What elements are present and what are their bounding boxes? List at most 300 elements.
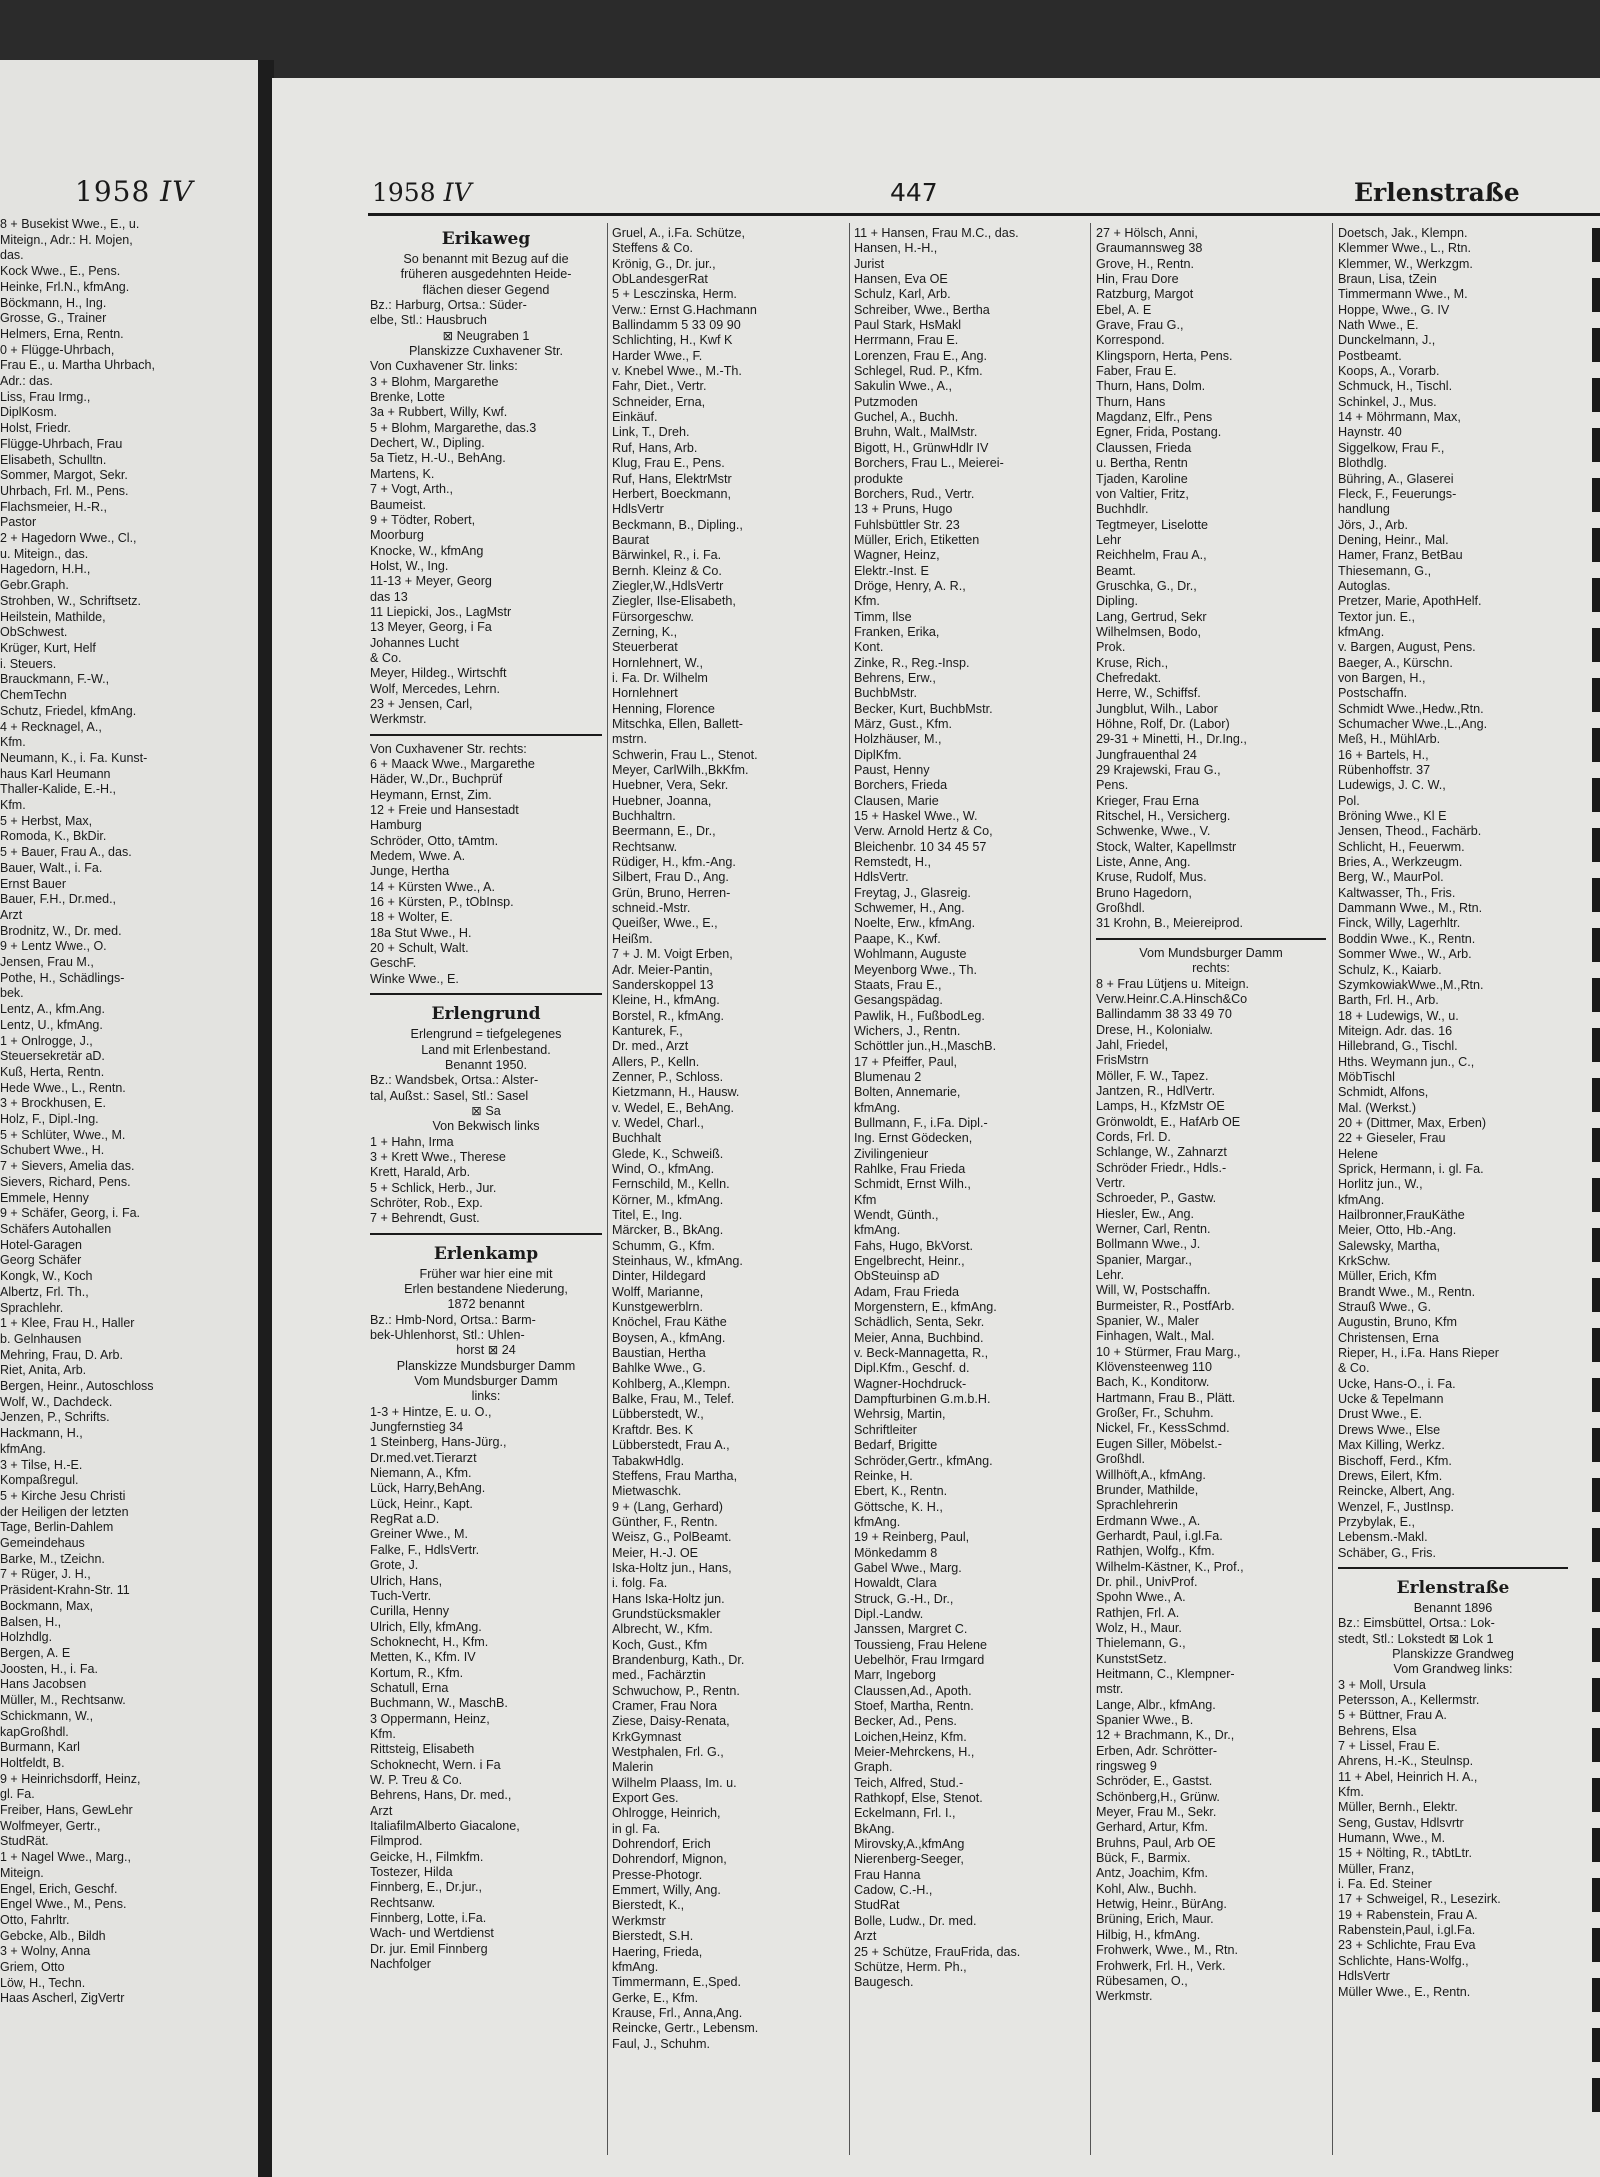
directory-entry: Schlichte, Hans-Wolfg., [1338,1953,1469,1968]
left-page-entry: Müller, M., Rechtsanw. [0,1693,126,1708]
left-page-entry: Hede Wwe., L., Rentn. [0,1080,126,1095]
column-5 [1338,226,1568,2151]
directory-entry: Dinter, Hildegard [612,1269,706,1284]
directory-entry: u. Bertha, Rentn [1096,456,1188,471]
directory-entry: Schoknecht, Wern. i Fa [370,1757,501,1772]
directory-entry: Schwemer, H., Ang. [854,901,965,916]
directory-entry: Müller, Erich, Etiketten [854,532,980,547]
directory-entry: Uebelhör, Frau Irmgard [854,1652,985,1667]
directory-entry: Müller, Erich, Kfm [1338,1269,1437,1284]
directory-entry: 20 + (Dittmer, Max, Erben) [1338,1115,1487,1130]
directory-entry: Bullmann, F., i.Fa. Dipl.- [854,1115,988,1130]
left-page-entry: Emmele, Henny [0,1190,89,1205]
directory-entry: Eckelmann, Frl. I., [854,1806,956,1821]
directory-entry: Rathjen, Wolfg., Kfm. [1096,1544,1215,1559]
directory-entry: Verw.: Ernst G.Hachmann [612,302,757,317]
left-page-entry: Holz, F., Dipl.-Ing. [0,1112,99,1127]
directory-entry: Kietzmann, H., Hausw. [612,1085,740,1100]
left-page-entry: haus Karl Heumann [0,766,111,781]
directory-entry: Behrens, Erw., [854,670,936,685]
directory-entry: Siggelkow, Frau F., [1338,440,1445,455]
directory-entry: Stoef, Martha, Rentn. [854,1699,974,1713]
directory-entry: Grave, Frau G., [1096,318,1184,333]
directory-entry: Thurn, Hans, Dolm. [1096,379,1206,394]
directory-entry: Remstedt, H., [854,855,931,870]
directory-entry: Dunckelmann, J., [1338,333,1436,348]
directory-entry: Blothdlg. [1338,456,1388,471]
directory-entry: Lamps, H., KfzMstr OE [1096,1099,1225,1114]
directory-entry: Wolff, Marianne, [612,1284,704,1299]
directory-entry: Helene [1338,1146,1378,1161]
directory-entry: Zerning, K., [612,624,678,639]
directory-entry: Hillebrand, G., Tischl. [1338,1039,1458,1054]
directory-entry: Will, W, Postschaffn. [1096,1283,1211,1298]
directory-entry: v. Knebel Wwe., M.-Th. [612,364,742,379]
directory-entry: 20 + Schult, Walt. [370,941,469,956]
directory-entry: Ludewigs, J. C. W., [1338,778,1446,793]
directory-entry: Bärwinkel, R., i. Fa. [612,548,722,563]
left-page-entry: u. Miteign., das. [0,546,89,561]
directory-entry: 3 + Krett Wwe., Therese [370,1149,506,1164]
directory-entry: Reinke, H. [854,1468,913,1483]
directory-entry: Ziegler, Ilse-Elisabeth, [612,594,736,609]
directory-entry: BkAng. [854,1821,895,1836]
directory-entry: Ritschel, H., Versicherg. [1096,809,1231,824]
directory-entry: Planskizze Grandweg [1392,1646,1514,1661]
section-title: Erlenstraße [1354,178,1520,207]
directory-entry: Kanturek, F., [612,1023,683,1038]
directory-entry: Thiesemann, G., [1338,563,1432,578]
directory-entry: Boysen, A., kfmAng. [612,1330,726,1345]
directory-entry: Hornlehnert, W., [612,655,703,670]
directory-entry: Paust, Henny [854,763,930,778]
left-page-entry: 3 + Tilse, H.-E. [0,1457,83,1472]
directory-entry: Fernschild, M., Kelln. [612,1177,730,1192]
left-page-entry: Sprachlehr. [0,1300,64,1315]
left-page-entry: ObSchwest. [0,625,68,640]
directory-entry: 7 + Lissel, Frau E. [1338,1739,1440,1753]
directory-entry: Dechert, W., Dipling. [370,436,485,451]
directory-entry: 13 Meyer, Georg, i Fa [370,620,492,635]
directory-entry: Mietwaschk. [612,1484,682,1499]
directory-entry: Hoppe, Wwe., G. IV [1338,302,1450,317]
directory-entry: Schumacher Wwe.,L.,Ang. [1338,717,1488,731]
directory-entry: Janssen, Margret C. [854,1622,968,1637]
left-page-entry: Miteign., Adr.: H. Mojen, [0,232,133,247]
directory-entry: Gruschka, G., Dr., [1096,578,1197,593]
directory-entry: Drews Wwe., Else [1338,1422,1441,1437]
directory-entry: So benannt mit Bezug auf die [403,252,569,266]
directory-entry: Hansen, H.-H., [854,241,938,256]
directory-entry: Werkmstr [612,1913,666,1928]
directory-entry: Werkmstr. [1096,1989,1153,2004]
directory-entry: HdlsVertr [1338,1969,1390,1984]
directory-entry: Cadow, C.-H., [854,1883,933,1898]
directory-entry: Schoknecht, H., Kfm. [370,1634,489,1649]
directory-entry: Ebert, K., Rentn. [854,1484,948,1499]
directory-entry: & Co. [370,650,402,665]
left-page-entry: Gebr.Graph. [0,578,69,593]
left-page-entry: Brodnitz, W., Dr. med. [0,923,122,938]
directory-entry: 31 Krohn, B., Meiereiprod. [1096,916,1244,931]
directory-entry: Bach, K., Konditorw. [1096,1375,1210,1390]
directory-entry: 9 + Tödter, Robert, [370,512,476,527]
directory-entry: Schinkel, J., Mus. [1338,394,1437,409]
directory-entry: 1 + Hahn, Irma [370,1134,454,1149]
left-page-entry: 1 + Nagel Wwe., Marg., [0,1850,131,1865]
directory-entry: SzymkowiakWwe.,M.,Rtn. [1338,977,1484,992]
directory-entry: HdlsVertr. [854,870,909,885]
directory-entry: Toussieng, Frau Helene [854,1637,988,1652]
directory-entry: Claussen,Ad., Apoth. [854,1683,972,1698]
directory-entry: Meyer, CarlWilh.,BkKfm. [612,763,749,778]
left-page-entry: Jenzen, P., Schrifts. [0,1410,110,1425]
directory-entry: Hans Iska-Holtz jun. [612,1591,725,1606]
directory-entry: Rechtsanw. [370,1895,436,1910]
directory-entry: Augustin, Bruno, Kfm [1338,1315,1458,1330]
directory-entry: Barth, Frl. H., Arb. [1338,993,1439,1008]
directory-entry: Schönberg,H., Grünw. [1096,1789,1220,1804]
directory-entry: Wenzel, F., JustInsp. [1338,1499,1454,1514]
directory-entry: Finnberg, Lotte, i.Fa. [370,1911,487,1926]
directory-entry: Pol. [1338,793,1360,808]
left-page-entry: Kongk, W., Koch [0,1269,93,1284]
directory-entry: Meier, H.-J. OE [612,1545,699,1560]
directory-entry: Dr.med.vet.Tierarzt [370,1450,477,1465]
directory-entry: Kortum, R., Kfm. [370,1665,464,1680]
directory-entry: 22 + Gieseler, Frau [1338,1131,1446,1146]
directory-entry: Antz, Joachim, Kfm. [1096,1866,1208,1881]
directory-entry: kfmAng. [854,1100,901,1115]
directory-entry: Przybylak, E., [1338,1514,1415,1529]
left-page-entry: Freiber, Hans, GewLehr [0,1803,133,1818]
directory-entry: 19 + Reinberg, Paul, [854,1530,970,1545]
left-page-entry: Schäfers Autohallen [0,1222,112,1236]
directory-entry: 17 + Schweigel, R., Lesezirk. [1338,1892,1501,1907]
directory-entry: Thielemann, G., [1096,1636,1186,1651]
directory-entry: Pens. [1096,778,1129,793]
left-page-entry: ChemTechn [0,688,67,703]
left-page-entry: 9 + Schäfer, Georg, i. Fa. [0,1206,141,1221]
directory-entry: Werner, Carl, Rentn. [1096,1222,1211,1236]
directory-entry: Werkmstr. [370,712,427,727]
directory-entry: v. Wedel, E., BehAng. [612,1100,735,1115]
directory-entry: Bz.: Wandsbek, Ortsa.: Alster- [370,1073,539,1088]
directory-entry: Koops, A., Vorarb. [1338,364,1440,379]
directory-entry: Tuch-Vertr. [370,1588,432,1603]
left-page-entry: 7 + Rüger, J. H., [0,1567,91,1582]
directory-entry: Egner, Frida, Postang. [1096,425,1222,440]
directory-entry: KrkGymnast [612,1729,682,1744]
directory-entry: Kfm. [854,594,880,609]
directory-entry: Schreiber, Wwe., Bertha [854,302,990,317]
directory-entry: Borstel, R., kfmAng. [612,1008,724,1023]
directory-entry: Rieper, H., i.Fa. Hans Rieper [1338,1346,1499,1361]
directory-entry: 29 Krajewski, Frau G., [1096,763,1221,778]
directory-entry: Buchhdlr. [1096,502,1149,517]
directory-entry: Verw. Arnold Hertz & Co, [854,824,993,839]
left-page-entry: Löw, H., Techn. [0,1975,86,1990]
directory-entry: Schöttler jun.,H.,MaschB. [854,1039,997,1054]
directory-entry: Heitmann, C., Klempner- [1096,1666,1235,1681]
directory-entry: Jurist [854,256,885,271]
directory-entry: Borchers, Frieda [854,778,948,793]
directory-entry: Schmidt, Ernst Wilh., [854,1177,971,1192]
directory-entry: Fleck, F., Feuerungs- [1338,486,1457,501]
left-page-entry: Lentz, A., kfm.Ang. [0,1002,105,1017]
left-page-entry: Jensen, Frau M., [0,955,94,970]
directory-entry: Schulz, Karl, Arb. [854,287,951,302]
left-page-entry: 7 + Sievers, Amelia das. [0,1159,135,1174]
left-page-entry: Neumann, K., i. Fa. Kunst- [0,750,148,765]
directory-entry: Jungfrauenthal 24 [1096,747,1197,762]
directory-entry: Doetsch, Jak., Klempn. [1338,226,1468,240]
directory-entry: Kont. [854,640,884,655]
directory-entry: Märcker, B., BkAng. [612,1223,724,1238]
directory-entry: kfmAng. [854,1223,901,1238]
directory-entry: Filmprod. [370,1834,423,1849]
left-page-year: 1958 [75,175,151,208]
directory-entry: Behrens, Elsa [1338,1723,1417,1738]
directory-entry: Steuerberat [612,640,678,655]
directory-entry: Brenke, Lotte [370,390,445,405]
directory-entry: Autoglas. [1338,578,1391,593]
directory-entry: Bollmann Wwe., J. [1096,1237,1201,1252]
left-page-entry: Burmann, Karl [0,1740,80,1755]
directory-entry: Ziegler,W.,HdlsVertr [612,578,724,593]
directory-entry: Falke, F., HdlsVertr. [370,1542,480,1557]
directory-entry: Schmidt Wwe.,Hedw.,Rtn. [1338,701,1484,716]
directory-entry: Nachfolger [370,1957,431,1972]
directory-entry: Claussen, Frieda [1096,440,1192,455]
directory-entry: Bz.: Hmb-Nord, Ortsa.: Barm- [370,1312,536,1327]
directory-entry: Zenner, P., Schloss. [612,1069,724,1084]
directory-entry: bek-Uhlenhorst, Stl.: Uhlen- [370,1328,525,1342]
directory-entry: Baumeist. [370,497,426,512]
directory-entry: Wolz, H., Maur. [1096,1620,1182,1635]
directory-entry: Presse-Photogr. [612,1867,703,1882]
directory-entry: Schwenke, Wwe., V. [1096,824,1211,839]
directory-entry: KrkSchw. [1338,1254,1391,1269]
directory-entry: Jahl, Friedel, [1096,1037,1169,1052]
directory-entry: Tostezer, Hilda [370,1865,453,1880]
directory-entry: Meier, Anna, Buchbind. [854,1330,984,1345]
directory-entry: Freytag, J., Glasreig. [854,885,971,900]
directory-entry: Schütze, Herm. Ph., [854,1959,967,1974]
directory-entry: Herre, W., Schiffsf. [1096,686,1201,701]
directory-entry: Beamt. [1096,563,1136,578]
directory-entry: Ulrich, Hans, [370,1573,443,1588]
directory-entry: Textor jun. E., [1338,609,1415,624]
directory-entry: Göttsche, K. H., [854,1499,943,1514]
left-page-fragment [0,60,258,2177]
directory-entry: Jörs, J., Arb. [1338,517,1408,532]
directory-entry: Hailbronner,FrauKäthe [1338,1208,1465,1222]
directory-entry: Strauß Wwe., G. [1338,1300,1432,1315]
directory-entry: Bühring, A., Glaserei [1338,471,1454,486]
directory-entry: Huebner, Vera, Sekr. [612,778,729,793]
directory-entry: HdlsVertr [612,502,664,517]
directory-entry: Graph. [854,1760,893,1775]
header-year-text: 1958 [372,178,436,207]
directory-entry: i. folg. Fa. [612,1576,668,1591]
left-page-entry: Holst, Friedr. [0,421,71,436]
directory-entry: 27 + Hölsch, Anni, [1096,226,1198,240]
directory-entry: Brunder, Mathilde, [1096,1482,1199,1497]
left-page-entry: Bauer, Walt., i. Fa. [0,860,103,875]
directory-entry: Graumannsweg 38 [1096,241,1203,256]
directory-entry: Gerke, E., Kfm. [612,1990,699,2005]
directory-entry: Schlicht, H., Feuerwm. [1338,839,1465,854]
directory-entry: Erdmann Wwe., A. [1096,1513,1201,1528]
directory-entry: 7 + Vogt, Arth., [370,482,453,497]
left-page-entry: 3 + Brockhusen, E. [0,1096,106,1111]
directory-entry: Faul, J., Schuhm. [612,2036,710,2051]
directory-entry: Großer, Fr., Schuhm. [1096,1406,1214,1421]
left-page-entry: 5 + Kirche Jesu Christi [0,1488,126,1503]
directory-entry: Vom Mundsburger Damm [1139,945,1283,960]
directory-entry: Schlange, W., Zahnarzt [1096,1145,1227,1160]
directory-entry: Heißm. [612,931,653,946]
directory-entry: Vom Grandweg links: [1393,1662,1513,1677]
left-page-header [75,175,193,208]
left-page-entry: Engel Wwe., M., Pens. [0,1897,127,1912]
left-page-entry: Strohben, W., Schriftsetz. [0,593,142,608]
directory-entry: Klug, Frau E., Pens. [612,456,725,471]
directory-entry: 11-13 + Meyer, Georg [370,574,492,589]
directory-entry: KunststSetz. [1096,1651,1167,1666]
left-page-volume: IV [160,175,194,208]
directory-entry: 7 + J. M. Voigt Erben, [612,947,733,962]
directory-entry: 25 + Schütze, FrauFrida, das. [854,1944,1021,1959]
directory-entry: Schneider, Erna, [612,394,706,409]
directory-entry: Hamburg [370,818,422,833]
directory-entry: Von Bekwisch links [432,1119,540,1134]
left-page-entry: gl. Fa. [0,1787,35,1802]
directory-entry: Bruhn, Walt., MalMstr. [854,425,978,440]
directory-entry: Emmert, Willy, Ang. [612,1883,721,1898]
directory-entry: Silbert, Frau D., Ang. [612,870,729,885]
directory-entry: Körner, M., kfmAng. [612,1192,724,1207]
directory-entry: mstr. [1096,1682,1124,1697]
directory-entry: Arzt [854,1929,877,1944]
page-header-year [372,178,472,207]
directory-entry: Blumenau 2 [854,1069,922,1084]
directory-entry: Früher war hier eine mit [419,1266,553,1281]
directory-entry: 9 + (Lang, Gerhard) [612,1499,723,1514]
directory-entry: 16 + Bartels, H., [1338,747,1429,762]
directory-entry: Thurn, Hans [1096,394,1166,409]
directory-entry: elbe, Stl.: Hausbruch [370,313,487,328]
directory-entry: Knöchel, Frau Käthe [612,1315,727,1330]
directory-entry: Einkäuf. [612,410,658,425]
directory-entry: ObSteuinsp aD [854,1269,940,1284]
directory-entry: Loichen,Heinz, Kfm. [854,1729,967,1744]
directory-entry: Borchers, Rud., Vertr. [854,486,975,501]
left-page-entry: 1 + Onlrogge, J., [0,1033,93,1048]
directory-entry: Sprachlehrerin [1096,1498,1178,1513]
directory-entry: Baugesch. [854,1975,914,1990]
directory-entry: Christensen, Erna [1338,1330,1439,1345]
directory-entry: Liste, Anne, Ang. [1096,855,1191,870]
left-page-entry: Frau E., u. Martha Uhrbach, [0,358,155,373]
directory-entry: med., Fachärztin [612,1668,706,1683]
left-page-entry: Arzt [0,907,23,922]
directory-entry: Bolle, Ludw., Dr. med. [854,1913,977,1928]
directory-entry: Erlen bestandene Niederung, [404,1281,568,1296]
column-1 [370,226,602,2151]
directory-entry: Schatull, Erna [370,1680,449,1695]
directory-entry: Vom Mundsburger Damm [414,1374,558,1389]
directory-entry: 23 + Schlichte, Frau Eva [1338,1938,1476,1953]
directory-entry: Dr. jur. Emil Finnberg [370,1941,488,1956]
directory-entry: Schröder,Gertr., kfmAng. [854,1453,993,1468]
directory-entry: Heymann, Ernst, Zim. [370,787,492,802]
directory-entry: MöbTischl [1338,1069,1395,1084]
directory-entry: Petersson, A., Kellermstr. [1338,1692,1480,1707]
left-page-entry: Sievers, Richard, Pens. [0,1174,131,1189]
directory-entry: Fahr, Diet., Vertr. [612,379,707,394]
directory-entry: Rechtsanw. [612,839,678,854]
directory-entry: Müller, Franz, [1338,1861,1415,1876]
header-volume-text: IV [443,178,472,207]
directory-entry: Schröder Friedr., Hdls.- [1096,1160,1227,1175]
directory-entry: Grün, Bruno, Herren- [612,885,731,900]
left-page-entry: Pastor [0,515,37,530]
directory-entry: & Co. [1338,1361,1370,1376]
directory-entry: Schäber, G., Fris. [1338,1545,1436,1560]
left-page-entry: Elisabeth, Schulltn. [0,452,107,467]
directory-entry: Wagner, Heinz, [854,548,940,563]
street-heading: Erlenstraße [1396,1577,1510,1598]
directory-entry: Kohlberg, A.,Klempn. [612,1376,731,1391]
left-page-entry: Bauer, F.H., Dr.med., [0,892,117,907]
directory-entry: Holzhäuser, M., [854,732,942,747]
directory-entry: Schmuck, H., Tischl. [1338,379,1453,394]
left-page-entry: Engel, Erich, Geschf. [0,1881,118,1896]
directory-entry: Bleichenbr. 10 34 45 57 [854,839,987,854]
directory-entry: Allers, P., Kelln. [612,1054,700,1069]
directory-entry: Adr. Meier-Pantin, [612,962,713,977]
page-edge-marks [1592,228,1600,2128]
page-number: 447 [890,178,938,207]
directory-entry: Junge, Hertha [370,864,450,879]
left-page-entry: Brauckmann, F.-W., [0,672,110,687]
directory-entry: Lück, Harry,BehAng. [370,1481,486,1496]
left-page-entry: 5 + Bauer, Frau A., das. [0,845,132,860]
directory-entry: Dipl.-Landw. [854,1606,924,1621]
directory-entry: Wind, O., kfmAng. [612,1161,715,1176]
directory-entry: Timmermann Wwe., M. [1338,287,1468,302]
directory-entry: Rabenstein,Paul, i.gl.Fa. [1338,1923,1476,1938]
directory-entry: Postschaffn. [1338,686,1408,701]
directory-entry: Bz.: Eimsbüttel, Ortsa.: Lok- [1338,1616,1495,1631]
directory-entry: Morgenstern, E., kfmAng. [854,1300,997,1315]
directory-entry: 16 + Kürsten, P., tObInsp. [370,895,514,910]
directory-entry: Ballindamm 38 33 49 70 [1096,1007,1232,1022]
directory-entry: Ucke & Tepelmann [1338,1392,1444,1407]
directory-entry: RegRat a.D. [370,1512,440,1527]
directory-entry: Schwuchow, P., Rentn. [612,1683,740,1698]
left-page-entry: StudRät. [0,1834,49,1849]
directory-entry: 3 Oppermann, Heinz, [370,1711,490,1726]
directory-entry: 14 + Kürsten Wwe., A. [370,879,495,894]
directory-entry: Mal. (Werkst.) [1338,1100,1417,1115]
left-page-entry: Hans Jacobsen [0,1677,87,1692]
directory-entry: Jungfernstieg 34 [370,1420,464,1435]
directory-entry: Cramer, Frau Nora [612,1699,717,1713]
column-divider [1332,223,1333,2155]
